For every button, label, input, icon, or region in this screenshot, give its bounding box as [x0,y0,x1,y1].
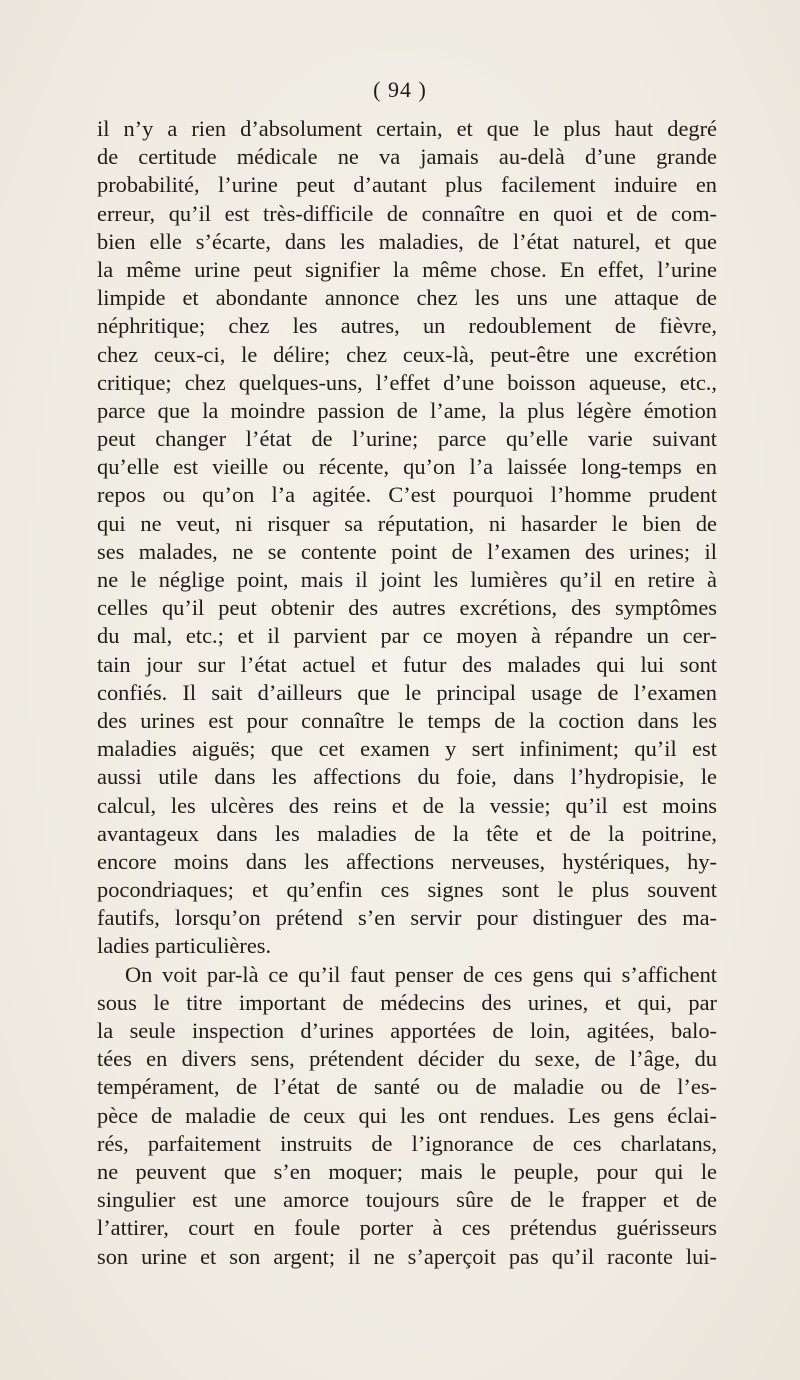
text-line: tées en divers sens, prétendent décider du sexe, de l’âge, du [97,1046,717,1072]
text-line: chez ceux-ci, le délire; chez ceux-là, peut-être une excrétion [97,341,717,367]
text-line: ses malades, ne se contente point de l’examen des urines; il [97,538,717,564]
text-line: encore moins dans les affections nerveuses, hystériques, hy- [97,848,717,874]
text-line: ne peuvent que s’en moquer; mais le peuple, pour qui le [97,1158,717,1184]
body-text [97,115,717,1271]
text-line: aussi utile dans les affections du foie, dans l’hydropisie, le [97,764,717,790]
text-line: limpide et abondante annonce chez les uns une attaque de [97,285,717,311]
text-line: singulier est une amorce toujours sûre de le frapper et de [97,1187,717,1213]
paragraph-end-line: ladies particulières. [97,933,272,959]
text-line: sous le titre important de médecins des urines, et qui, par [97,989,717,1015]
text-line: maladies aiguës; que cet examen y sert infiniment; qu’il est [97,736,717,762]
text-line: du mal, etc.; et il parvient par ce moyen à répandre un cer- [97,623,717,649]
paragraph-start-line: On voit par-là ce qu’il faut penser de ces gens qui s’affichent [125,961,717,987]
text-line: la seule inspection d’urines apportées de loin, agitées, balo- [97,1018,717,1043]
text-line: parce que la moindre passion de l’ame, la plus légère émotion [97,397,717,423]
text-line: des urines est pour connaître le temps de la coction dans les [97,707,717,733]
text-line: tempérament, de l’état de santé ou de maladie ou de l’es- [97,1074,717,1100]
text-line: pocondriaques; et qu’enfin ces signes sont le plus souvent [97,877,717,903]
text-line: qui ne veut, ni risquer sa réputation, ni hasarder le bien de [97,510,717,536]
text-line: calcul, les ulcères des reins et de la vessie; qu’il est moins [97,792,717,818]
text-line: pèce de maladie de ceux qui les ont rendues. Les gens éclai- [97,1102,717,1128]
text-line: repos ou qu’on l’a agitée. C’est pourquoi l’homme prudent [97,482,717,508]
text-line: son urine et son argent; il ne s’aperçoit pas qu’il raconte lui- [97,1243,717,1269]
page-number: ( 94 ) [373,77,427,102]
text-line: confiés. Il sait d’ailleurs que le principal usage de l’examen [97,679,717,705]
text-line: de certitude médicale ne va jamais au-delà d’une grande [97,144,717,170]
text-line: peut changer l’état de l’urine; parce qu’elle varie suivant [97,426,717,452]
text-line: la même urine peut signifier la même chose. En effet, l’urine [97,256,717,282]
text-line: néphritique; chez les autres, un redoublement de fièvre, [97,313,717,339]
text-line: probabilité, l’urine peut d’autant plus facilement induire en [97,172,717,198]
text-line: l’attirer, court en foule porter à ces prétendus guérisseurs [97,1215,717,1241]
text-line: il n’y a rien d’absolument certain, et que le plus haut degré [97,116,717,141]
text-line: fautifs, lorsqu’on prétend s’en servir pour distinguer des ma- [97,905,717,931]
text-line: qu’elle est vieille ou récente, qu’on l’a laissée long-temps en [97,454,717,480]
text-line: celles qu’il peut obtenir des autres excrétions, des symptômes [97,595,717,621]
text-line: rés, parfaitement instruits de l’ignorance de ces charlatans, [97,1130,717,1156]
text-line: tain jour sur l’état actuel et futur des malades qui lui sont [97,651,717,677]
text-line: bien elle s’écarte, dans les maladies, de l’état naturel, et que [97,228,717,254]
text-line: avantageux dans les maladies de la tête et de la poitrine, [97,820,717,846]
text-line: ne le néglige point, mais il joint les lumières qu’il en retire à [97,567,717,592]
text-line: erreur, qu’il est très-difficile de connaître en quoi et de com- [97,200,717,226]
text-line: critique; chez quelques-uns, l’effet d’une boisson aqueuse, etc., [97,369,717,395]
